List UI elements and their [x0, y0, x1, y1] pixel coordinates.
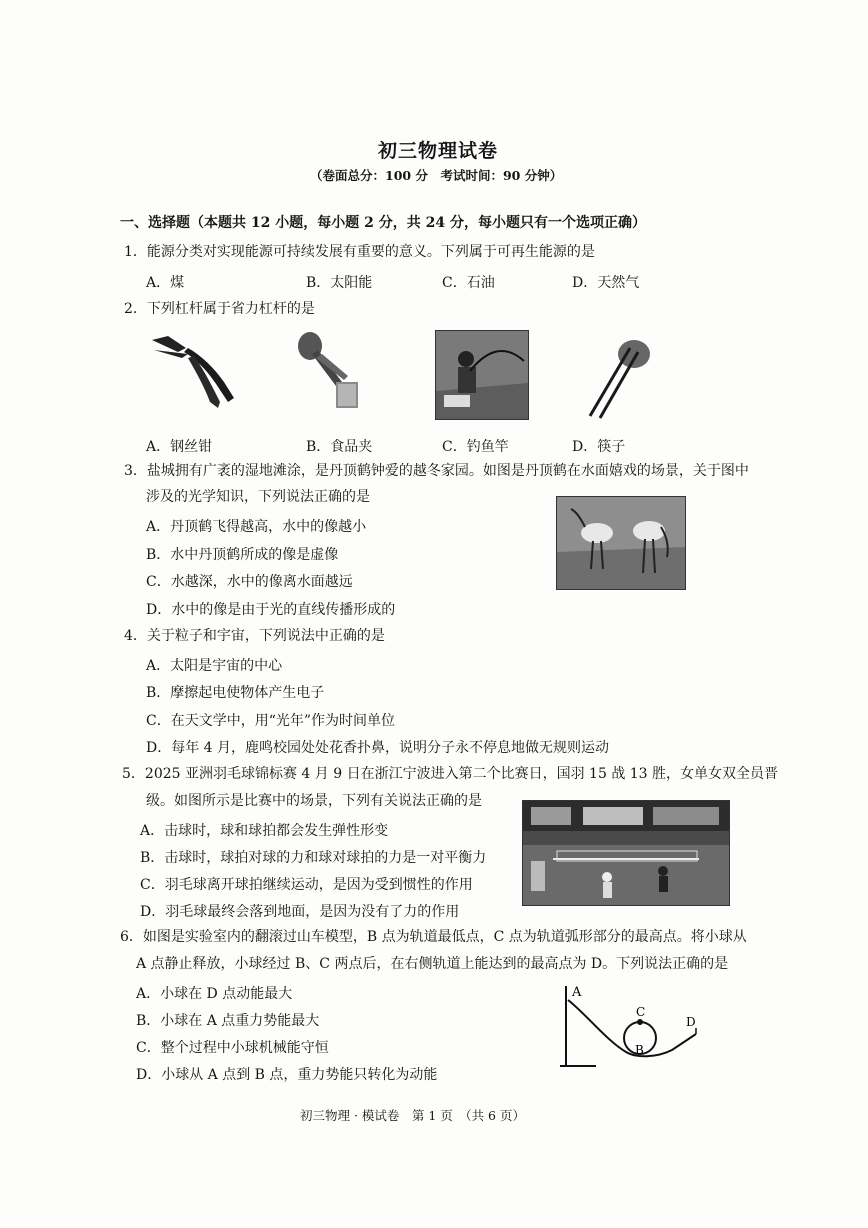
- question-5-stem-line1: 5．2025 亚洲羽毛球锦标赛 4 月 9 日在浙江宁波进入第二个比赛日，国羽 15 战 13 胜，女单女双全员晋: [122, 766, 779, 782]
- question-5-option-d: D．羽毛球最终会落到地面，是因为没有了力的作用: [140, 904, 460, 920]
- page-footer: 初三物理 · 模试卷 第 1 页 （共 6 页）: [300, 1108, 525, 1123]
- question-1-option-b: B．太阳能: [306, 275, 373, 291]
- label-b: B: [635, 1043, 644, 1057]
- question-5-option-a: A．击球时，球和球拍都会发生弹性形变: [140, 823, 389, 839]
- chopsticks-image: [586, 330, 656, 420]
- question-2-option-a: A．钢丝钳: [146, 439, 213, 455]
- question-3-stem-line1: 3．盐城拥有广袤的湿地滩涂，是丹顶鹤钟爱的越冬家园。如图是丹顶鹤在水面嬉戏的场景，关于图中: [124, 463, 749, 479]
- question-3-option-d: D．水中的像是由于光的直线传播形成的: [146, 602, 396, 618]
- question-3-stem-line2: 涉及的光学知识，下列说法正确的是: [146, 489, 370, 505]
- question-2-option-d: D．筷子: [572, 439, 626, 455]
- question-4-option-c: C．在天文学中，用“光年”作为时间单位: [146, 713, 396, 729]
- point-c-marker: [637, 1019, 643, 1025]
- question-5-stem-line2: 级。如图所示是比赛中的场景，下列有关说法正确的是: [146, 793, 482, 809]
- question-6-option-d: D．小球从 A 点到 B 点，重力势能只转化为动能: [136, 1067, 438, 1083]
- question-6-stem-line1: 6．如图是实验室内的翻滚过山车模型，B 点为轨道最低点，C 点为轨道弧形部分的最高点。将小球从: [120, 929, 747, 945]
- label-d: D: [686, 1015, 696, 1029]
- question-4-option-b: B．摩擦起电使物体产生电子: [146, 685, 325, 701]
- badminton-photo: [522, 800, 730, 906]
- question-3-option-c: C．水越深，水中的像离水面越远: [146, 574, 353, 590]
- question-3-option-b: B．水中丹顶鹤所成的像是虚像: [146, 547, 339, 563]
- food-tongs-image: [296, 328, 366, 414]
- question-2-option-b: B．食品夹: [306, 439, 373, 455]
- question-2-stem: 2．下列杠杆属于省力杠杆的是: [124, 301, 315, 317]
- question-6-option-b: B．小球在 A 点重力势能最大: [136, 1013, 320, 1029]
- crane-photo: [556, 496, 686, 590]
- label-c: C: [636, 1005, 646, 1019]
- question-2-option-c: C．钓鱼竿: [442, 439, 509, 455]
- question-4-stem: 4．关于粒子和宇宙，下列说法中正确的是: [124, 628, 385, 644]
- pliers-image: [148, 330, 240, 412]
- question-1-option-d: D．天然气: [572, 275, 640, 291]
- question-6-option-c: C．整个过程中小球机械能守恒: [136, 1040, 329, 1056]
- label-a: A: [572, 985, 582, 1000]
- exam-info: （卷面总分：100 分 考试时间：90 分钟）: [310, 168, 563, 183]
- question-6-option-a: A．小球在 D 点动能最大: [136, 986, 293, 1002]
- question-6-stem-line2: A 点静止释放，小球经过 B、C 两点后，在右侧轨道上能达到的最高点为 D。下列说法正确的是: [136, 956, 729, 972]
- track-path: [568, 1000, 696, 1056]
- roller-coaster-diagram: [556, 980, 716, 1070]
- section-heading: 一、选择题（本题共 12 小题，每小题 2 分，共 24 分，每小题只有一个选项正确）: [120, 215, 646, 231]
- question-1-option-a: A．煤: [146, 275, 185, 291]
- question-3-option-a: A．丹顶鹤飞得越高，水中的像越小: [146, 519, 367, 535]
- page-title: 初三物理试卷: [378, 140, 499, 162]
- question-4-option-d: D．每年 4 月，鹿鸣校园处处花香扑鼻，说明分子永不停息地做无规则运动: [146, 740, 610, 756]
- question-4-option-a: A．太阳是宇宙的中心: [146, 658, 283, 674]
- question-1-stem: 1．能源分类对实现能源可持续发展有重要的意义。下列属于可再生能源的是: [124, 244, 595, 260]
- question-5-option-b: B．击球时，球拍对球的力和球对球拍的力是一对平衡力: [140, 850, 487, 866]
- question-1-option-c: C．石油: [442, 275, 495, 291]
- question-5-option-c: C．羽毛球离开球拍继续运动，是因为受到惯性的作用: [140, 877, 473, 893]
- fishing-rod-image: [435, 330, 529, 420]
